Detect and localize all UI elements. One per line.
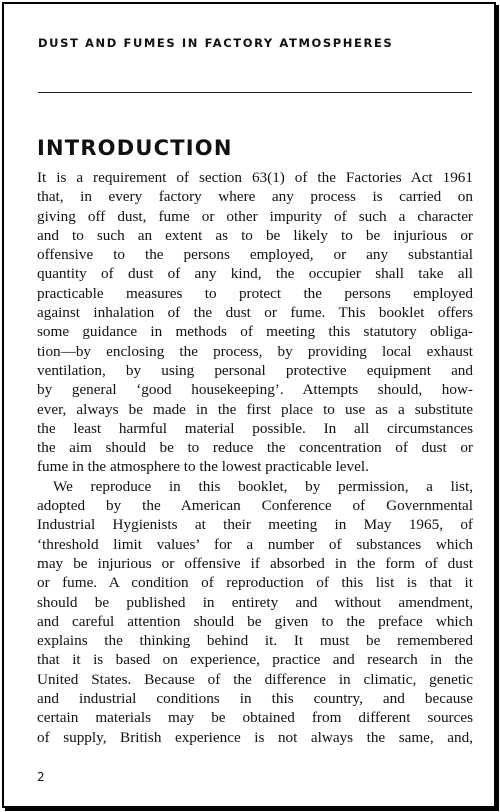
text-line: the aim should be to reduce the concentration of dust or bbox=[37, 439, 473, 457]
text-line: ‘threshold limit values’ for a number of substances which bbox=[37, 535, 473, 553]
text-line: fume in the atmosphere to the lowest practicable level. bbox=[37, 458, 369, 476]
text-line: or fume. A condition of reproduction of this list is that it bbox=[37, 574, 473, 592]
text-line: adopted by the American Conference of Governmental bbox=[37, 497, 473, 515]
text-line: practicable measures to protect the persons employed bbox=[37, 284, 473, 302]
text-line: of supply, British experience is not always the same, and, bbox=[37, 728, 473, 746]
text-line: quantity of dust of any kind, the occupier shall take all bbox=[37, 265, 473, 283]
text-line: offensive to the persons employed, or any substantial bbox=[37, 246, 473, 264]
text-line: certain materials may be obtained from different sources bbox=[37, 709, 473, 727]
text-line: that, in every factory where any process is carried on bbox=[37, 188, 473, 206]
body-text bbox=[37, 168, 473, 747]
text-line: United States. Because of the difference in climatic, genetic bbox=[37, 670, 473, 688]
text-line: should be published in entirety and without amendment, bbox=[37, 593, 473, 611]
text-line: some guidance in methods of meeting this statutory obliga- bbox=[37, 323, 473, 341]
text-line: giving off dust, fume or other impurity of such a character bbox=[37, 207, 473, 225]
text-line: against inhalation of the dust or fume. This booklet offers bbox=[37, 304, 473, 322]
text-line: explains the thinking behind it. It must be remembered bbox=[37, 632, 473, 650]
running-head: DUST AND FUMES IN FACTORY ATMOSPHERES bbox=[38, 36, 394, 50]
text-line: may be injurious or offensive if absorbed in the form of dust bbox=[37, 554, 473, 572]
text-line: It is a requirement of section 63(1) of the Factories Act 1961 bbox=[37, 169, 473, 186]
header-rule bbox=[38, 92, 472, 93]
text-line: the least harmful material possible. In all circumstances bbox=[37, 419, 473, 437]
text-line: tion—by enclosing the process, by providing local exhaust bbox=[37, 342, 473, 360]
section-heading: INTRODUCTION bbox=[37, 136, 233, 160]
text-line: and to such an extent as to be likely to be injurious or bbox=[37, 226, 473, 244]
page-number: 2 bbox=[37, 770, 45, 784]
text-line: Industrial Hygienists at their meeting in May 1965, of bbox=[37, 516, 473, 534]
text-line: that it is based on experience, practice and research in the bbox=[37, 651, 473, 669]
text-line: and industrial conditions in this country, and because bbox=[37, 690, 473, 708]
text-line: by general ‘good housekeeping’. Attempts should, how- bbox=[37, 381, 473, 399]
text-line: ventilation, by using personal protective equipment and bbox=[37, 361, 473, 379]
text-line: and careful attention should be given to the preface which bbox=[37, 612, 473, 630]
text-line: ever, always be made in the first place to use as a substitute bbox=[37, 400, 473, 418]
text-line: We reproduce in this booklet, by permission, a list, bbox=[53, 477, 473, 495]
